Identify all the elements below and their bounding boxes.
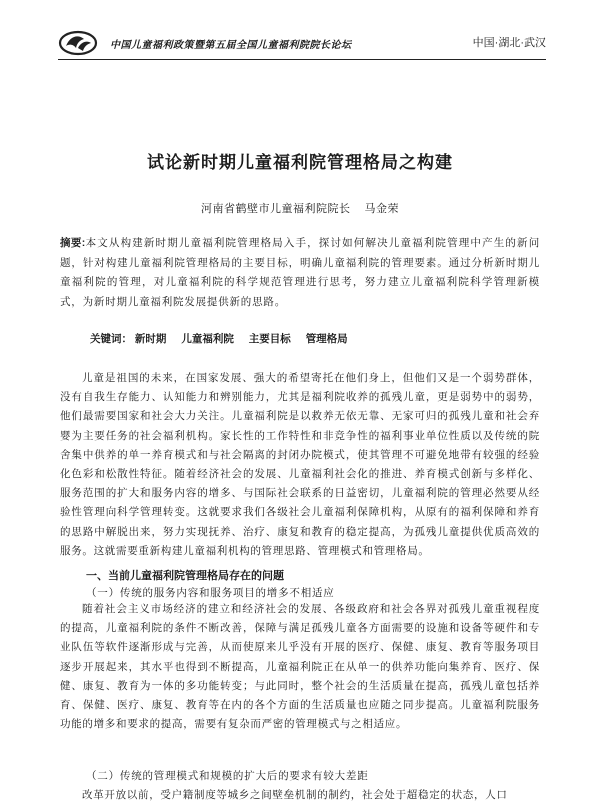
keyword-item: 儿童福利院 — [181, 333, 234, 345]
conference-logo-icon — [58, 30, 98, 56]
conference-name: 中国儿童福利政策暨第五届全国儿童福利院院长论坛 — [110, 40, 352, 51]
body-paragraph: 随着社会主义市场经济的建立和经济社会的发展、各级政府和社会各界对孤残儿童重视程度的提高，儿童福利院的条件不断改善，保障与满足孤残儿童各方面需要的设施和设备等硬件和专业队伍等软件逐渐形成与完善，从而使原来儿乎没有开展的医疗、保健、康复、教育等服务项目逐步开展起来，其水平也得到不断提高，儿童福利院正在从单一的供养功能向集养育、医疗、保健、康复、教育为一体的多功能转变；与此同时，整个社会的生活质量在提高，孤残儿童包括养育、保健、医疗、康复、教育等在内的各个方面的生活质量也应随之同步提高。儿童福利院服务功能的增多和要求的提高，需要有复杂而严密的管理模式与之相适应。 — [60, 603, 540, 731]
abstract-text: 本文从构建新时期儿童福利院管理格局入手，探讨如何解决儿童福利院管理中产生的新问题，针对构建儿童福利院管理格局的主要目标，明确儿童福利院的管理要素。通过分析新时期儿童福利院的管理，对儿童福利院的科学规范管理进行思考，努力建立儿童福利院科学管理新模式，为新时期儿童福利院发展提供新的思路。 — [60, 237, 541, 308]
author-affiliation: 河南省鹤壁市儿童福利院院长 — [201, 202, 351, 215]
keywords-label: 关键词 — [90, 333, 122, 345]
subsection-heading: （一）传统的服务内容和服务项目的增多不相适应 — [86, 587, 335, 599]
conference-location: 中国·湖北·武汉 — [472, 37, 546, 49]
section-heading: 一、当前儿童福利院管理格局存在的问题 — [86, 570, 284, 582]
keyword-item: 管理格局 — [305, 333, 348, 345]
running-header — [58, 30, 546, 56]
abstract-label-colon: : — [81, 237, 86, 249]
abstract-label: 摘要 — [60, 237, 82, 249]
author-line — [0, 200, 600, 216]
keywords-label-colon: ： — [121, 333, 132, 345]
paper-title: 试论新时期儿童福利院管理格局之构建 — [147, 153, 453, 173]
abstract — [60, 234, 540, 312]
header-rule — [58, 59, 546, 60]
keywords — [90, 331, 360, 346]
body-paragraph-intro: 儿童是祖国的未来，在国家发展、强大的希望寄托在他们身上，但他们又是一个弱势群体，没有自我生存能力、认知能力和辨别能力，尤其是福利院收养的孤残儿童，更是弱势中的弱势，他们最需要国家和社会大力关注。儿童福利院是以救养无依无靠、无家可归的孤残儿童和社会弃婴为主要任务的社会福利机构。家长性的工作特性和非竞争性的福利事业单位性质以及传统的院舍集中供养的单一养育模式和与社会隔离的封闭办院模式，使其管理不可避免地带有较强的经验化色彩和松散性特征。随着经济社会的发展、儿童福利社会化的推进、养育模式创新与多样化、服务范围的扩大和服务内容的增多、与国际社会联系的日益密切，儿童福利院的管理必然要从经验性管理向科学管理转变。这就要求我们各级社会儿童福利保障机构，从原有的福利保障和养育的思路中解脱出来，努力实现抚养、治疗、康复和教育的稳定提高，为孤残儿童提供优质高效的服务。这就需要重新构建儿童福利机构的管理思路、管理模式和管理格局。 — [60, 372, 540, 557]
keyword-item: 新时期 — [134, 333, 167, 345]
subsection-heading: （二）传统的管理模式和规模的扩大后的要求有较大差距 — [86, 770, 369, 782]
author-name: 马金荣 — [364, 202, 399, 215]
body-paragraph: 改革开放以前，受户籍制度等城乡之间壁垒机制的制约，社会处于超稳定的状态，人口 — [82, 789, 508, 801]
keyword-item: 主要目标 — [248, 333, 291, 345]
